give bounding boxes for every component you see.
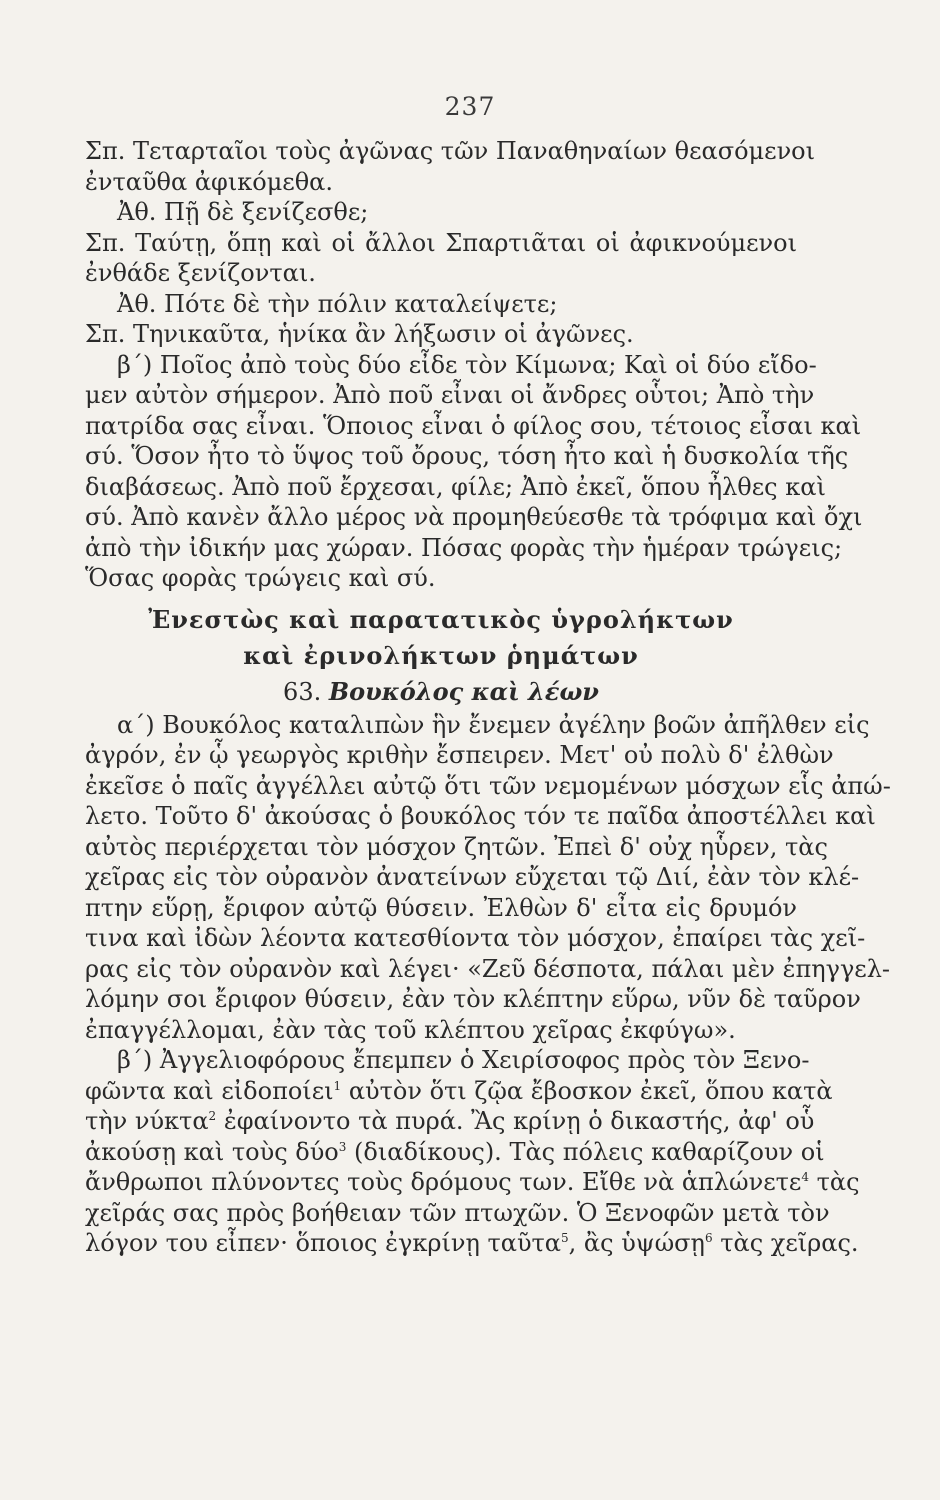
footnote-marker: 6: [704, 1231, 713, 1245]
text-line: λόμην σοι ἔριφον θύσειν, ἐὰν τὸν κλέπτην εὕρω, νῦν δὲ ταῦρον: [85, 985, 861, 1013]
text-line: χεῖρας εἰς τὸν οὐρανὸν ἀνατείνων εὔχεται τῷ Διί, ἐὰν τὸν κλέ-: [85, 863, 860, 891]
text-line: [85, 1137, 825, 1168]
text-line: λετο. Τοῦτο δ' ἀκούσας ὁ βουκόλος τόν τε παῖδα ἀποστέλλει καὶ: [85, 802, 876, 830]
page-number: 237: [444, 92, 496, 121]
text-line: β΄) Ποῖος ἀπὸ τοὺς δύο εἶδε τὸν Κίμωνα; Καὶ οἱ δύο εἴδο-: [117, 350, 817, 379]
text-line: σύ. Ἀπὸ κανὲν ἄλλο μέρος νὰ προμηθεύεσθε τὰ τρόφιμα καὶ ὄχι: [85, 503, 863, 531]
text-segment: (διαδίκους). Τὰς πόλεις καθαρίζουν οἱ: [354, 1137, 825, 1166]
text-line: πατρίδα σας εἶναι. Ὅποιος εἶναι ὁ φίλος σου, τέτοιος εἶσαι καὶ: [85, 411, 862, 440]
text-segment: ἄνθρωποι πλύνοντες τοὺς δρόμους των. Εἴθε νὰ ἁπλώνετε: [85, 1168, 802, 1196]
text-segment: ἐφαίνοντο τὰ πυρά. Ἂς κρίνῃ ὁ δικαστής, ἀφ' οὗ: [223, 1107, 815, 1135]
text-segment: τὴν νύκτα: [85, 1107, 209, 1135]
exercise-heading: [85, 674, 797, 710]
section-heading-continued: καὶ ἐρινολήκτων ῥημάτων: [243, 640, 639, 670]
text-line: Ἀθ. Πῇ δὲ ξενίζεσθε;: [117, 198, 369, 226]
text-line: Ὅσας φορὰς τρώγεις καὶ σύ.: [85, 564, 436, 592]
exercise-number: 63.: [283, 677, 322, 706]
text-line: [85, 1167, 860, 1198]
text-line: μεν αὐτὸν σήμερον. Ἀπὸ ποῦ εἶναι οἱ ἄνδρες οὗτοι; Ἀπὸ τὴν: [85, 381, 815, 409]
text-segment: τὰς: [816, 1168, 860, 1196]
text-segment: λόγον του εἶπεν· ὅποιος ἐγκρίνῃ ταῦτα: [85, 1229, 562, 1257]
text-line: [85, 1228, 859, 1259]
page-body: [85, 136, 891, 1259]
text-line: [85, 1106, 815, 1137]
text-line: διαβάσεως. Ἀπὸ ποῦ ἔρχεσαι, φίλε; Ἀπὸ ἐκεῖ, ὅπου ἦλθες καὶ: [85, 472, 826, 501]
text-line: ρας εἰς τὸν οὐρανὸν καὶ λέγει· «Ζεῦ δέσποτα, πάλαι μὲν ἐπηγγελ-: [85, 954, 891, 983]
text-line: Σπ. Ταύτῃ, ὅπῃ καὶ οἱ ἄλλοι Σπαρτιᾶται οἱ ἀφικνούμενοι: [85, 228, 797, 257]
exercise-title: Βουκόλος καὶ λέων: [328, 676, 599, 706]
text-line: αὐτὸς περιέρχεται τὸν μόσχον ζητῶν. Ἐπεὶ δ' οὐχ ηὗρεν, τὰς: [85, 832, 828, 861]
text-line: ἐνταῦθα ἀφικόμεθα.: [85, 167, 334, 196]
text-line: πτην εὕρῃ, ἔριφον αὐτῷ θύσειν. Ἐλθὼν δ' εἶτα εἰς δρυμόν: [85, 893, 797, 922]
text-line: ἐπαγγέλλομαι, ἐὰν τὰς τοῦ κλέπτου χεῖρας ἐκφύγω».: [85, 1015, 736, 1044]
text-line: τινα καὶ ἰδὼν λέοντα κατεσθίοντα τὸν μόσχον, ἐπαίρει τὰς χεῖ-: [85, 924, 866, 952]
text-segment: φῶντα καὶ εἰδοποίει: [85, 1076, 334, 1105]
text-line: ἐνθάδε ξενίζονται.: [85, 259, 316, 287]
text-line: ἀγρόν, ἐν ᾧ γεωργὸς κριθὴν ἔσπειρεν. Μετ' οὐ πολὺ δ' ἐλθὼν: [85, 741, 834, 769]
footnote-marker: 3: [338, 1139, 347, 1154]
footnote-marker: 5: [561, 1231, 569, 1245]
text-line: α΄) Βουκόλος καταλιπὼν ἣν ἔνεμεν ἀγέλην βοῶν ἀπῆλθεν εἰς: [117, 710, 870, 739]
footnote-marker: 1: [333, 1078, 342, 1093]
text-line: Ἀθ. Πότε δὲ τὴν πόλιν καταλείψετε;: [117, 289, 558, 318]
text-line: Σπ. Τηνικαῦτα, ἡνίκα ἂν λήξωσιν οἱ ἀγῶνες.: [85, 320, 634, 348]
text-segment: τὰς χεῖρας.: [720, 1229, 859, 1257]
text-line: β΄) Ἀγγελιοφόρους ἔπεμπεν ὁ Χειρίσοφος πρὸς τὸν Ξενο-: [117, 1046, 810, 1074]
text-line: ἀπὸ τὴν ἰδικήν μας χώραν. Πόσας φορὰς τὴν ἡμέραν τρώγεις;: [85, 533, 843, 562]
text-segment: , ἂς ὑψώσῃ: [568, 1229, 705, 1257]
footnote-marker: 2: [208, 1109, 217, 1123]
footnote-marker: 4: [801, 1170, 809, 1184]
text-line: ἐκεῖσε ὁ παῖς ἀγγέλλει αὐτῷ ὅτι τῶν νεμομένων μόσχων εἷς ἀπώ-: [85, 771, 891, 800]
text-segment: αὐτὸν ὅτι ζῷα ἔβοσκον ἐκεῖ, ὅπου κατὰ: [348, 1076, 833, 1105]
text-line: Σπ. Τεταρταῖοι τοὺς ἀγῶνας τῶν Παναθηναίων θεασόμενοι: [85, 137, 816, 165]
text-line: [85, 1076, 833, 1107]
section-heading: Ἐνεστὼς καὶ παρατατικὸς ὑγρολήκτων: [148, 604, 734, 634]
text-segment: ἀκούσῃ καὶ τοὺς δύο: [85, 1137, 339, 1166]
text-line: σύ. Ὅσον ἦτο τὸ ὕψος τοῦ ὄρους, τόση ἦτο καὶ ἡ δυσκολία τῆς: [85, 442, 849, 470]
text-line: χεῖράς σας πρὸς βοήθειαν τῶν πτωχῶν. Ὁ Ξενοφῶν μετὰ τὸν: [85, 1198, 830, 1227]
